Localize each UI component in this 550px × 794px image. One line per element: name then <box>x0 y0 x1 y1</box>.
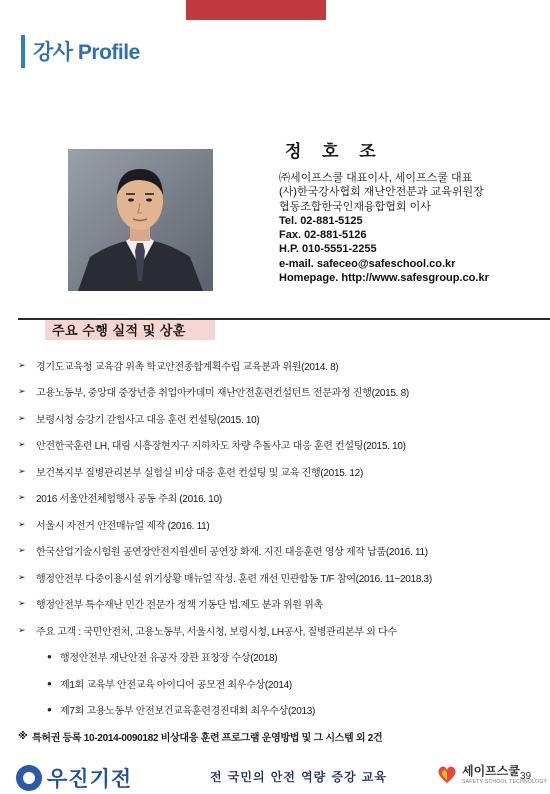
bio-line: ㈜세이프스쿨 대표이사, 세이프스쿨 대표 <box>279 172 473 184</box>
fax-number: Fax. 02-881-5126 <box>279 229 367 242</box>
dot-bullet-icon: ● <box>47 705 52 715</box>
dot-bullet-icon: ● <box>47 678 52 688</box>
list-item: ➢ 2016 서울안전체험행사 공동 주최 (2016. 10) <box>18 492 222 506</box>
award-item: ● 행정안전부 재난안전 유공자 장관 표창장 수상(2018) <box>18 644 543 671</box>
dot-bullet-icon: ● <box>47 652 52 662</box>
arrow-bullet-icon: ➢ <box>18 465 26 476</box>
achievements-list <box>18 352 543 749</box>
arrow-bullet-icon: ➢ <box>18 492 26 503</box>
section-title: 주요 수행 실적 및 상훈 <box>52 323 186 338</box>
list-item: ➢ 보건복지부 질병관리본부 실험실 비상 대응 훈련 컨설팅 및 교육 진행(2015. 12) <box>18 465 363 479</box>
list-item: ➢ 행정안전부 특수재난 민간 전문가 정책 기동단 법.제도 분과 위원 위촉 <box>18 598 323 612</box>
arrow-bullet-icon: ➢ <box>18 624 26 635</box>
arrow-bullet-icon: ➢ <box>18 386 26 397</box>
patent-note-text: 특허권 등록 10-2014-0090182 비상대응 훈련 프로그램 운영방법 및 그 시스템 외 2건 <box>32 732 383 744</box>
arrow-bullet-icon: ➢ <box>18 439 26 450</box>
profile-photo <box>68 149 213 291</box>
arrow-bullet-icon: ➢ <box>18 412 26 423</box>
woojin-logo: 우진기전 <box>16 763 132 793</box>
arrow-bullet-icon: ➢ <box>18 571 26 582</box>
list-item: ➢ 행정안전부 다중이용시설 위기상황 매뉴얼 작성. 훈련 개선 민관합동 T/F 참여(2016. 11~2018.3) <box>18 571 432 585</box>
award-item: ● 제7회 고용노동부 안전보건교육훈련경진대회 최우수상(2013) <box>18 697 543 724</box>
list-item: ➢ 한국산업기술시험원 공연장안전지원센터 공연장 화재. 지진 대응훈련 영상 제작 납품(2016. 11) <box>18 545 428 559</box>
footer-slogan: 전 국민의 안전 역량 증강 교육 <box>210 770 387 784</box>
homepage-url: Homepage. http://www.safesgroup.co.kr <box>279 272 489 285</box>
profile-details <box>279 171 544 285</box>
page-title: 강사 Profile <box>33 41 140 64</box>
list-item: ➢ 보령시청 승강기 갇힘사고 대응 훈련 컨설팅(2015. 10) <box>18 412 260 426</box>
patent-note <box>18 723 543 749</box>
heart-logo-icon <box>436 763 458 785</box>
instructor-name: 정 호 조 <box>285 142 384 161</box>
phone-number: Tel. 02-881-5125 <box>279 214 363 227</box>
safeschool-wordmark: 세이프스쿨 <box>462 764 520 778</box>
list-item: ➢ 고용노동부, 중앙대 중장년층 취업아카데미 재난안전훈련컨설턴트 전문과정 진행(2015. 8) <box>18 386 409 400</box>
arrow-bullet-icon: ➢ <box>18 598 26 609</box>
safeschool-subtitle: SAFETY SCHOOL TECHNOLOGY <box>462 779 548 785</box>
page-number: 39 <box>520 771 532 782</box>
arrow-bullet-icon: ➢ <box>18 545 26 556</box>
bio-line: 협동조합한국인재융합협회 이사 <box>279 200 431 213</box>
list-item: ➢ 경기도교육청 교육감 위촉 학교안전종합계획수립 교육분과 위원(2014. 8) <box>18 359 339 373</box>
bio-line: (사)한국강사협회 재난안전분과 교육위원장 <box>279 186 484 199</box>
top-accent-tab <box>186 0 326 20</box>
mobile-number: H.P. 010-5551-2255 <box>279 243 377 256</box>
list-item: ➢ 주요 고객 : 국민안전처, 고용노동부, 서울시청, 보령시청, LH공사, 질병관리본부 외 다수 <box>18 624 397 638</box>
email-address: e-mail. safeceo@safeschool.co.kr <box>279 257 456 270</box>
footer <box>0 760 550 794</box>
award-item: ● 제1회 교육부 안전교육 아이디어 공모전 최우수상(2014) <box>18 670 543 697</box>
list-item: ➢ 안전한국훈련 LH, 대림 시흥장현지구 지하차도 차량 추돌사고 대응 훈련 컨설팅(2015. 10) <box>18 439 406 453</box>
reference-mark: ※ <box>18 730 28 742</box>
arrow-bullet-icon: ➢ <box>18 518 26 529</box>
title-accent-bar <box>21 35 25 68</box>
woojin-logo-icon <box>16 765 42 791</box>
list-item: ➢ 서울시 자전거 안전매뉴얼 제작 (2016. 11) <box>18 518 210 532</box>
arrow-bullet-icon: ➢ <box>18 359 26 370</box>
